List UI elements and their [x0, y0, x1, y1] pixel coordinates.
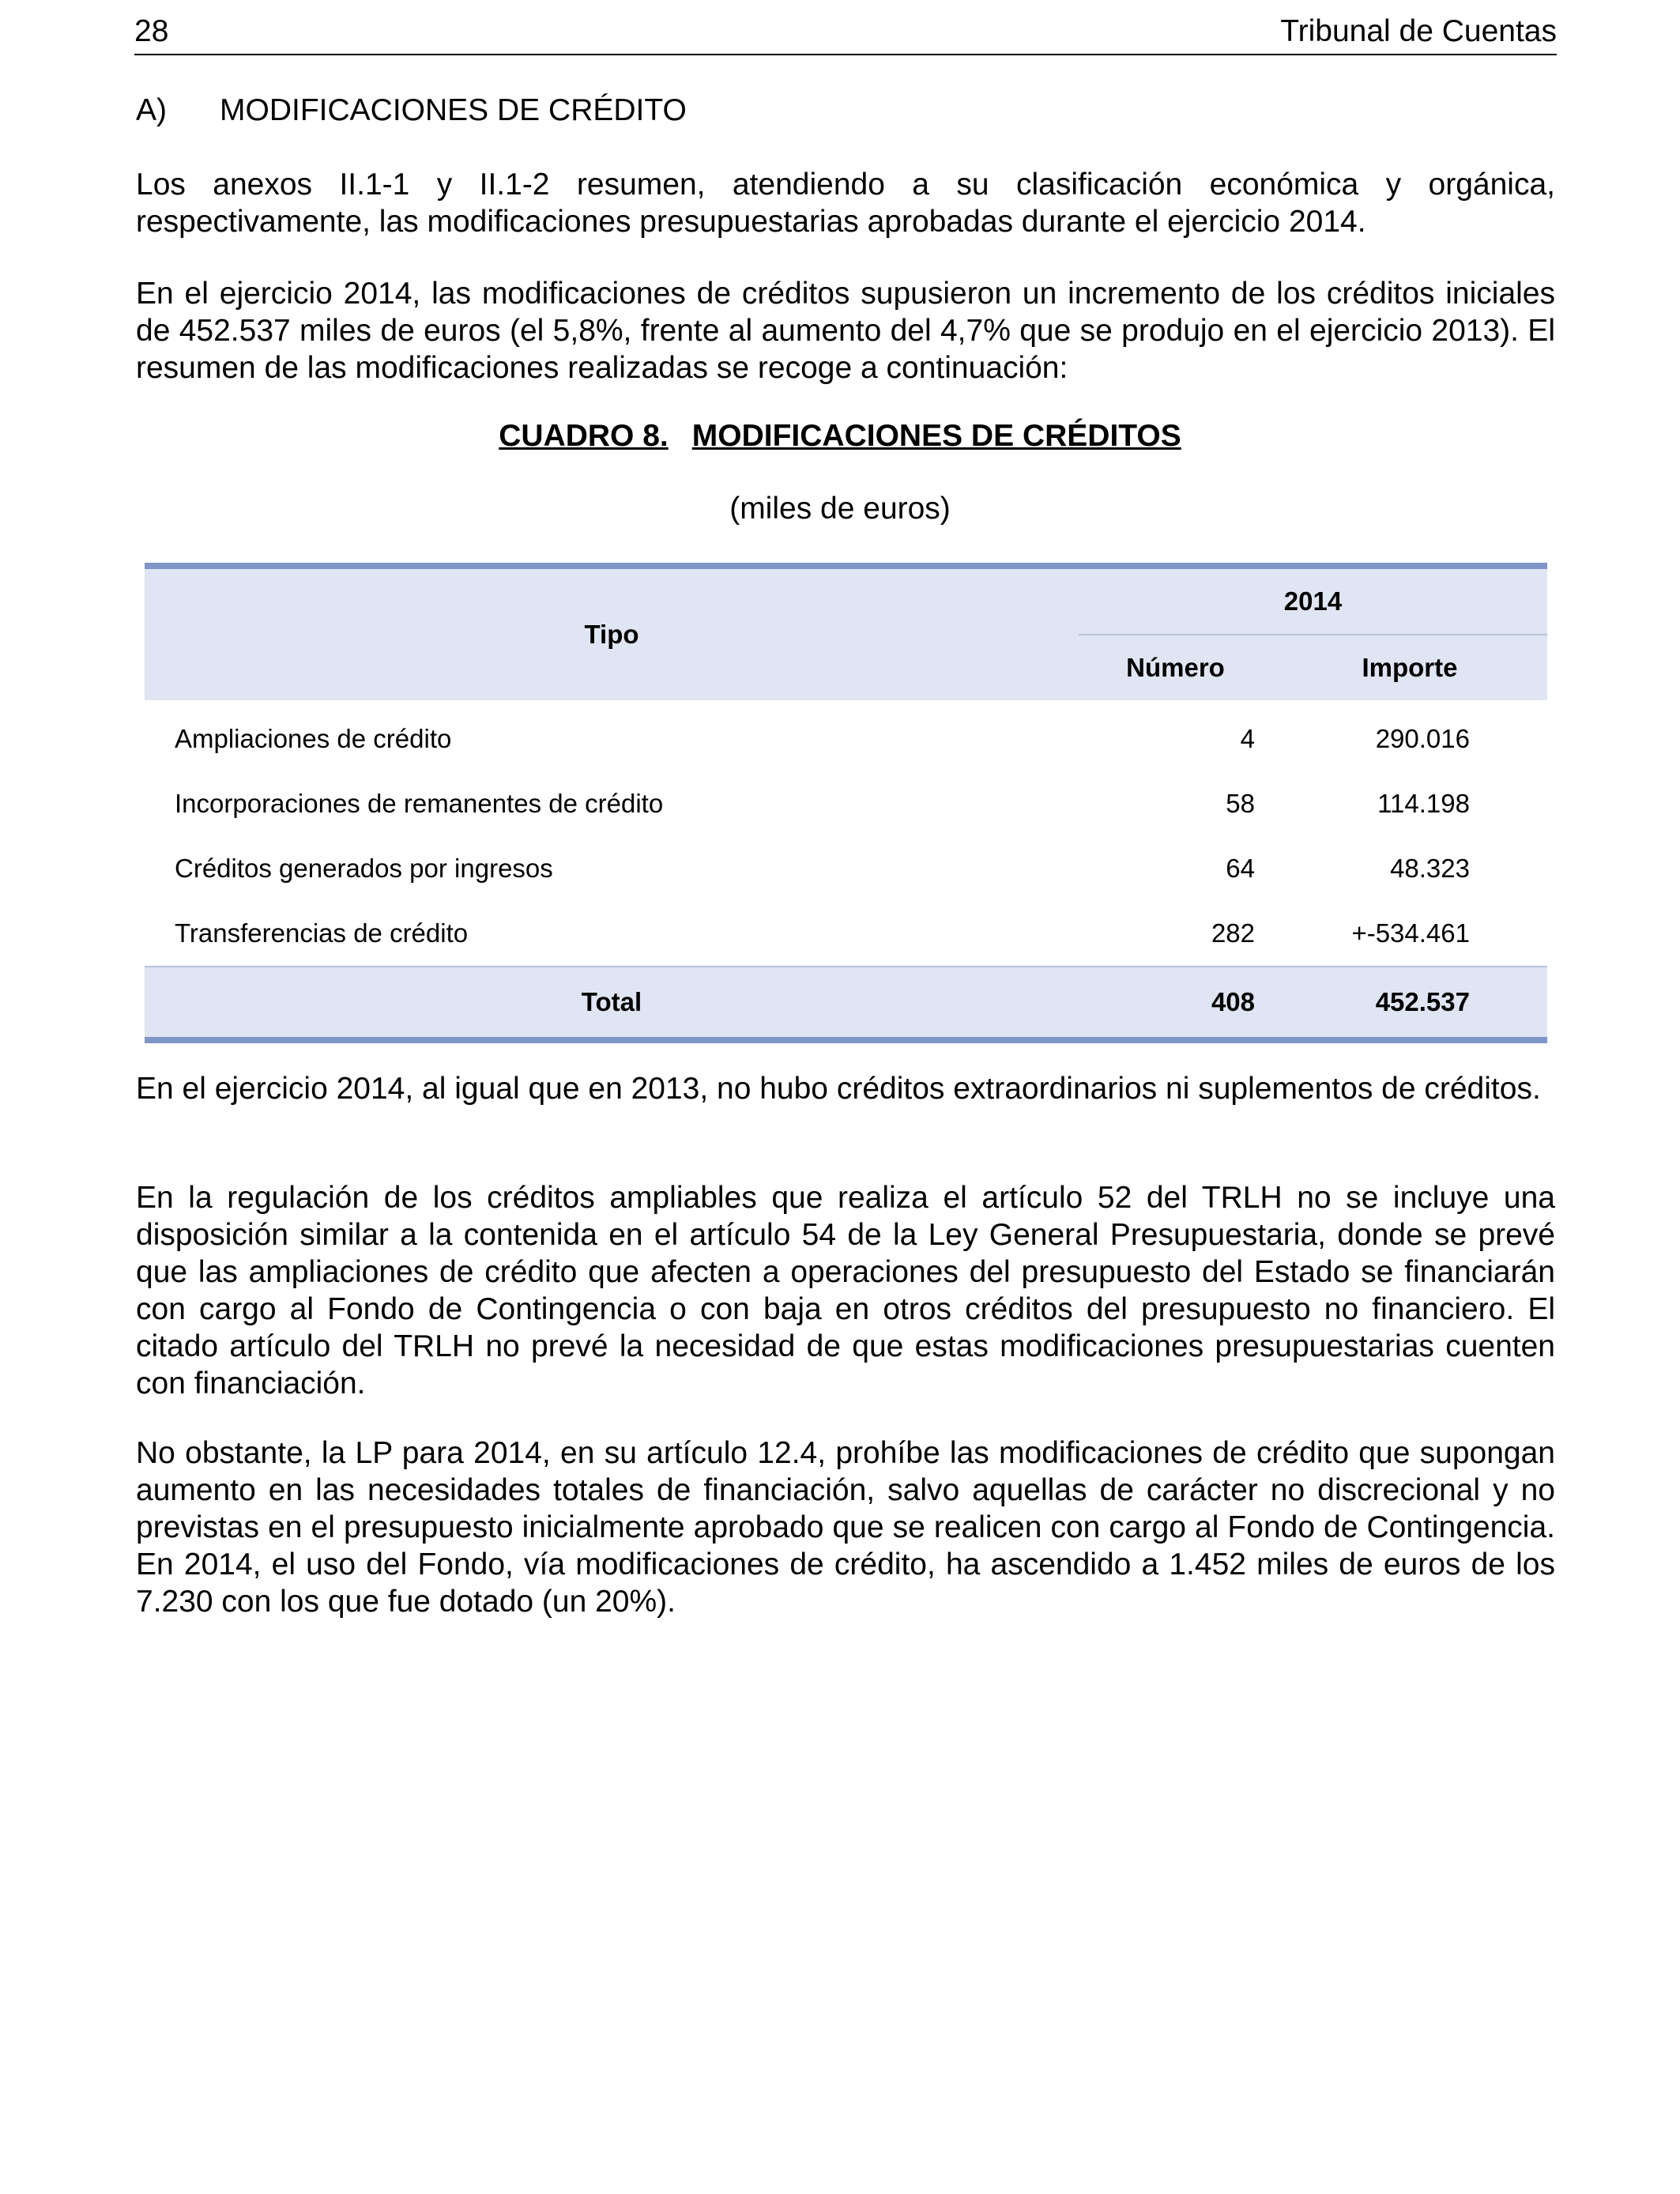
row-tipo: Incorporaciones de remanentes de crédito — [175, 789, 664, 818]
row-importe: 48.323 — [1390, 854, 1470, 883]
row-numero: 58 — [1226, 789, 1255, 818]
section-title: MODIFICACIONES DE CRÉDITO — [220, 93, 687, 127]
header-numero: Número — [1079, 635, 1272, 700]
total-row — [145, 967, 1547, 1040]
running-header-organization: Tribunal de Cuentas — [1280, 14, 1557, 48]
page-header — [134, 11, 1557, 55]
section-letter: A) — [136, 93, 167, 127]
table-title-text: MODIFICACIONES DE CRÉDITOS — [691, 419, 1181, 453]
header-tipo: Tipo — [145, 566, 1079, 700]
row-importe: 290.016 — [1375, 724, 1470, 753]
row-tipo: Transferencias de crédito — [175, 918, 469, 948]
paragraph-3: En el ejercicio 2014, al igual que en 2013, no hubo créditos extraordinarios ni suplementos de créditos. — [136, 1072, 1541, 1106]
table-title — [0, 419, 1680, 454]
row-tipo: Ampliaciones de crédito — [175, 724, 452, 753]
table-row — [145, 700, 1547, 771]
page-number: 28 — [134, 14, 169, 48]
row-numero: 282 — [1211, 918, 1255, 948]
paragraph-1: Los anexos II.1-1 y II.1-2 resumen, atendiendo a su clasificación económica y orgánica, respectivamente, las modificaciones presupuestarias aprobadas durante el ejercicio 2014. — [136, 168, 1555, 239]
table-row — [145, 771, 1547, 836]
paragraph-4: En la regulación de los créditos ampliables que realiza el artículo 52 del TRLH no se incluye una disposición similar a la contenida en el artículo 54 de la Ley General Presupuestaria, donde se prevé que las ampliaciones de crédito que afecten a operaciones del presupuesto del Estado se financiarán con cargo al Fondo de Contingencia o con baja en otros créditos del presupuesto no financiero. El citado artículo del TRLH no prevé la necesidad de que estas modificaciones presupuestarias cuenten con financiación. — [136, 1181, 1555, 1400]
paragraph-5: No obstante, la LP para 2014, en su artículo 12.4, prohíbe las modificaciones de crédito que supongan aumento en las necesidades totales de financiación, salvo aquellas de carácter no discrecional y no previstas en el presupuesto inicialmente aprobado que se realicen con cargo al Fondo de Contingencia. En 2014, el uso del Fondo, vía modificaciones de crédito, ha ascendido a 1.452 miles de euros de los 7.230 con los que fue dotado (un 20%). — [136, 1436, 1555, 1619]
header-importe: Importe — [1272, 635, 1547, 700]
table-title-number: CUADRO 8. — [499, 419, 669, 453]
section-heading — [136, 93, 687, 128]
row-importe: 114.198 — [1377, 789, 1470, 818]
row-tipo: Créditos generados por ingresos — [175, 854, 553, 883]
total-label: Total — [145, 967, 1079, 1040]
table-row — [145, 901, 1547, 967]
total-numero: 408 — [1079, 967, 1272, 1040]
paragraph-2: En el ejercicio 2014, las modificaciones de créditos supusieron un incremento de los créditos iniciales de 452.537 miles de euros (el 5,8%, frente al aumento del 4,7% que se produjo en el ejercicio 2013). El resumen de las modificaciones realizadas se recoge a continuación: — [136, 277, 1555, 385]
table-row — [145, 836, 1547, 901]
row-numero: 64 — [1226, 854, 1255, 883]
header-year: 2014 — [1079, 566, 1547, 635]
total-importe: 452.537 — [1272, 967, 1547, 1040]
modificaciones-table — [145, 563, 1547, 1043]
row-importe: +-534.461 — [1351, 918, 1470, 948]
table-units: (miles de euros) — [729, 492, 951, 526]
row-numero: 4 — [1240, 724, 1255, 753]
